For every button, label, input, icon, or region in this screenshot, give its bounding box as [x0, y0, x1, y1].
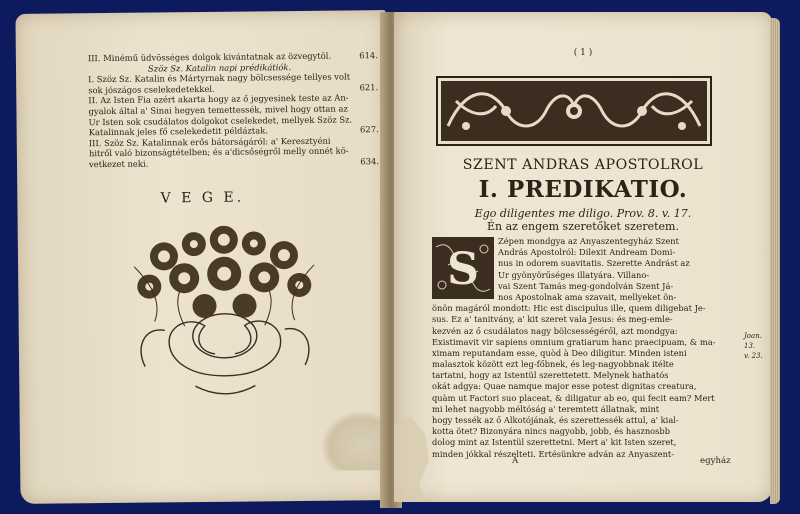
toc-page-number: 621. [359, 81, 379, 93]
left-page [15, 10, 390, 504]
body-line: minden jókkal részelteti. Ertésünkre adván az Anyaszent- [432, 448, 675, 459]
body-line: kotta ötet? Bizonyára nincs nagyobb, jobb, és hasznosbb [432, 426, 671, 437]
ornamental-headpiece [436, 76, 712, 146]
sermon-number: I. PREDIKATIO. [478, 176, 688, 203]
drop-cap-letter: S [447, 244, 479, 295]
drop-cap [432, 237, 494, 299]
body-line: nus in odorem suavitatis. Szerette Andrást az [498, 258, 690, 269]
margin-note-line: Joan. 13. [744, 332, 762, 350]
body-line: András Apostolról: Dilexit Andream Domi- [498, 247, 676, 258]
toc-text: III. Minémű üdvösséges dolgok kivántatnak az özvegytöl. [87, 50, 332, 64]
body-line: önön magáról mondott: Hic est discipulus ille, quem diligebat Je- [432, 303, 706, 314]
catchword: egyház [700, 456, 731, 466]
body-line: ximam reputandam esse, quòd à Deo diligitur. Minden isteni [432, 347, 687, 358]
sermon-title: SZENT ANDRAS APOSTOLROL [462, 157, 704, 173]
body-line: dolog mint az Istentül szerettetni. Mert a' kit Isten szeret, [432, 437, 677, 448]
body-line: Ur gyönyörűséges illatyára. Villano- [498, 269, 650, 280]
toc-text: gyalok által a' Sinai hegyen temettessék, mivel hogy ottan az [88, 103, 348, 117]
table-of-contents [88, 50, 379, 170]
toc-text: Szöz Sz. Katalin napi prédikátiók. [147, 61, 292, 74]
toc-text: II. Az Isten Fia azért akarta hogy az ő jegyesinek teste az An- [88, 92, 349, 106]
toc-page-number: 627. [359, 124, 379, 135]
toc-text: sok jószágos cselekedetekkel. [88, 83, 215, 95]
toc-text: vetkezet neki. [88, 158, 149, 170]
toc-line [89, 156, 379, 170]
right-page [394, 12, 772, 502]
hungarian-verse: Én az engem szeretőket szeretem. [487, 220, 679, 233]
body-line: okát adgya: Quae namque major esse potest dignitas creatura, [432, 381, 697, 392]
body-line: Existimavit vir sapiens omnium gratiarum hanc praecipuam, & ma- [432, 336, 716, 347]
body-line: mi lehet nagyobb méltóság a' teremtett állatnak, mint [432, 403, 660, 414]
toc-text: Ur Isten sok csudálatos dolgokot cselekedet, mellyek Szöz Sz. [88, 113, 353, 127]
body-line: malasztok között ezt leg-főbnek, és leg-nagyobbnak itélte [432, 359, 674, 370]
body-line: Zépen mondgya az Anyaszentegyház Szent [498, 236, 679, 246]
margin-note-line: v. 23. [744, 352, 763, 360]
body-line: sus. Ez a' tanitvány, a' kit szeret vala Jesus: és meg-emle- [432, 314, 673, 325]
flower-vase-vignette [124, 225, 326, 403]
page-edges [770, 18, 780, 504]
toc-page-number: 614. [359, 50, 378, 61]
toc-text: I. Szöz Sz. Katalin és Mártyrnak nagy bölcsessége tellyes volt [88, 71, 351, 85]
open-book [14, 12, 782, 508]
body-line: vai Szent Tamás meg-gondolván Szent Já- [498, 280, 674, 291]
signature-mark: A [512, 456, 519, 466]
body-line: nos Apostolnak ama szavait, mellyeket ön- [498, 291, 677, 302]
body-line: tartatni, hogy az Istentül szerettetett. Melynek hathatós [432, 370, 669, 381]
toc-page-number: 634. [360, 156, 380, 167]
vege-heading: V E G E. [160, 189, 245, 207]
margin-note [744, 331, 772, 361]
body-line: hogy tessék az ő Alkotójának, és szerettessék attul, a' kial- [432, 415, 679, 425]
latin-verse: Ego diligentes me diligo. Prov. 8. v. 17. [474, 207, 692, 220]
body-line: quàm ut Factori suo placeat, & diligatur ab eo, qui fecit eam? Mert [432, 392, 715, 403]
toc-text: hitről való bizonságtételben; és a'dicsőségről melly onnét kö- [88, 145, 349, 159]
page-number: ( 1 ) [573, 48, 593, 58]
body-line: kezvén az ő csudálatos nagy bölcsességéről, azt mondgya: [432, 325, 678, 336]
toc-text: III. Szöz Sz. Katalinnak erős bátorságáról: a' Keresztyéni [88, 135, 331, 148]
toc-text: Katalinnak jeles fő cselekedetit példáztak. [88, 125, 269, 138]
